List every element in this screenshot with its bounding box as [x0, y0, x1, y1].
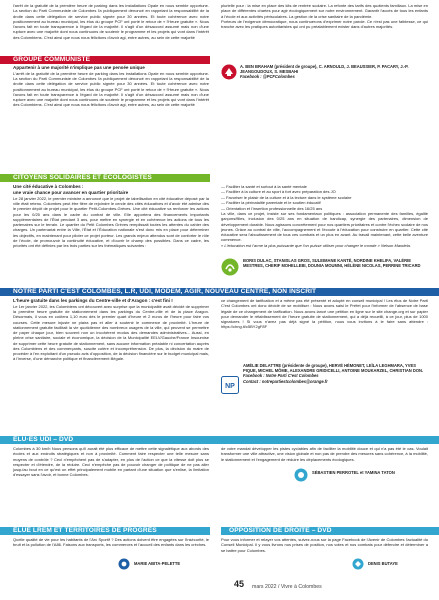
continued-signature-names: A. BEN BRAHAM (président de groupe), C. ARNOULD, J. BEAUSSIER, P. PACARY, J.-P. JEANGOUDOUX, S. MESBAHI — [240, 64, 409, 75]
udi-text-left: Colombes à 30 km/h Nous pensons qu'il aurait été plus efficace de mettre cette signalétique aux abords des écoles et aux endroits stratégiques et non à proximité. Comment faire respecter une telle mesure sans moyens de contrôle ? Ceci n'empêchent pas de s'adapter, en plus de l'action ce que la vitesse doit plus se respecter et d'étendre, de la réduire. Ceci n'empêche pas de pouvoir changer de politique de ne pas aller jusqu'au bout en ce qu'est un effet principalement mobile en partant d'une situation que s'enlise, la limitation d'essayer sans l'avoir, et bonne Colombes. — [13, 446, 209, 478]
communiste-text: L'arrêt de la gratuité de la première heure de parking dans les installations Opale en nous semble opportune. La section du Parti Communiste de Colombes l'a publiquement dénoncé en rappelant la responsabilité de la droite dans cette délégation de service public signée pour 30 années. Et toute cohérence avec notre positionnement au bureau municipal, les élus du groupe PCF ont porté le retour de « l'Heure gratuite ». Nous l'avons fait en toute transparence à l'égard de la majorité. Il s'agit d'un désaccord assumé mais non d'une rupture avec une majorité dont nous continuons de soutenir le programme et les projets qui vont dans l'intérêt des Colombiens. C'est ainsi que nous nous félicitons d'avoir agi, entre autres, au sein de cette majorité — [13, 70, 209, 108]
ecologistes-title: CITOYENS SOLIDAIRES ET ÉCOLOGISTES — [13, 174, 152, 181]
continued-text-left: l'arrêt de la gratuité de la première heure de parking dans les installations Opale en nous semble opportune. La section du Parti Communiste de Colombes l'a publiquement dénoncé en rappelant la responsabilité de la droite dans cette délégation de service public signée pour 30 années. Et toute cohérence avec notre positionnement au bureau municipal, les élus du groupe PCF ont porté le retour de « l'Heure gratuite ». Nous l'avons fait en toute transparence à l'égard de la majorité. Il s'agit d'un désaccord assumé mais non d'une rupture avec une majorité dont nous continuons de soutenir le programme et les projets qui vont dans l'intérêt des Colombiens. C'est ainsi que nous nous félicitons d'avoir agi, entre autres, au sein de cette majorité — [13, 3, 209, 40]
continued-signature — [240, 64, 428, 80]
issue-label: mars 2022 / Vivre à Colombes — [252, 584, 322, 590]
lrem-title: ÉLUE LREM ET TERRITOIRES DE PROGRÈS — [13, 527, 157, 534]
ecologistes-list-1: — Faciliter la santé et surtout à la santé mentale — [221, 184, 307, 189]
ecologistes-list-2: — Faciliter à la culture et au sport à fort avec préparation des JO — [221, 189, 336, 195]
lr-text-left: Le 1er janvier 2022, les Colombiens ont découvert avec surprise que la municipalité avait décidé de supprimer la première heure gratuite de stationnement dans les parkings du Centre-ville et de la place Aragon. Désormais, il vous en coûtera 1,10 euro dès le premier quart d'heure et 2 euros de l'heure pour faire vos courses. Cette mesure injuste ne plaira pas et aller à soutenir le commerce de proximité. L'heure de stationnement gratuite facilitait la vie quotidienne des nombreux usagers de la ville, qui peuvent se permettre de payer chaque jour, bien souvent non un incohérent modus des demandes administratives... Aussi, en pleine crise sanitaire, sociale et économique, la décision de la Municipalité EELV/Gauche/France Insoumise de supprimer cette heure gratuite de stationnement, sans aucune information préalable ni concertation auprès des Colombiens et des commerçants, suscite colère et incompréhension. De plus, la décision du maire de procéder à l'en exploitant d'un pseudo avis d'opposition, de la décision financière sur le budget municipal mais, à l'inverse, d'une démarche politique et financièrement illégale. — [13, 303, 209, 362]
udi-text-right: de votre mandat développer les pistes cyclables afin de faciliter la mobilité douce et qui n'a pas été le cas. Voulait transformer une ville attractive, une vision globale et non pas de prendre des mesures sans cohérence, à la mobilité, le stationnement et l'engagement de réduire les déplacements écologiques. — [221, 446, 428, 462]
opposition-logo-icon — [352, 558, 364, 570]
continued-text-right-1: plurielle pour : la mise en place des kits de rentrée scolaire. La refonte des tarifs des quotients familiaux. La mise en place de différentes chartes pour agir écologiquement sur notre environnement. Garantir l'accès de tous les enfants à l'école et aux activités périscolaires. La gestion de la crise sanitaire de la pandémie. — [221, 3, 428, 19]
ecologistes-text-right: La ville, dans ce projet, insiste sur ses fondamentaux politiques : association permanente des familles, égalité garçons/filles, inclusion des 0/25 ans en situation de handicap, synergie des partenaires, dimension de développement durable. Nous agissons concrètement pour nos quartiers prioritaires et contre l'échec scolaire de nos jeunes. Grâce au contrat de ville, l'accompagnement et l'écoute à l'éducation pour construire en quartier. Cette cité éducative sera l'aboutissement de tous ces combats et un plus en avant. Au travail maintenant, cette belle aventure commence. — [221, 211, 428, 243]
lrem-logo-icon — [118, 558, 130, 570]
communiste-header — [0, 56, 210, 64]
continued-col-right — [221, 3, 428, 63]
opposition-text: Pour vous informer et relayer vos attentes, suivez-nous sur la page Facebook de l'Avenir de Colombes l'actualité du Conseil Municipal. Il y vous livrons nos prises de position, nos votes et nos combats pour défendre et déterminer a se battre pour Colombes. — [221, 537, 428, 553]
lr-signature-names: AMÉLIE DELATTRE (présidente de groupe), HERVÉ HÉMONET, LEÏLA LEGHMARA, YVES PIQUE, MICHEL MÔME, ALEXANDRE GRIDICELLI, ANTOINE MOUKARZEL, CHRISTIAN DON. — [243, 363, 424, 374]
lr-text-right: ce changement de tarification et a même pas été présenté et adopté en conseil municipal ! Les élus de Notre Parti C'est Colombes ont donc décidé de se mobiliser : Nous avons saisi le Préfet pour l'informer de l'absence de base légale de ce changement de tarification. Nous avons lancé une pétition en ligne sur le site change.org et sur papier pour demander le rétablissement de l'heure gratuite de stationnement, qui a déjà recueilli, à ce jour, plus de 1000 signatures ! Si vous n'avez pas déjà signé la pétition, nous vous invitons à le faire sans attendre : https://chng.it/c5BY2gF8F — [221, 298, 428, 330]
page-number: 45 — [234, 579, 245, 589]
ecologistes-text: Le 28 janvier 2022, le premier ministre a annoncé que le projet de labellisation en cité éducative déposé par la ville était retenu. Colombes peut être fière de rejoindre le cercle des cités éducatives et d'avoir été admise dès le premier dépôt de projet pour le quartier Petit-Colombes-Grèves. Une cité éducative va renforcer les actions pour les 0/25 ans dans le cadre du contrat de ville. Elle apportera des financements importants supplémentaires de l'État pendant 3 ans, pour mettre en synergie et en cohérence les actions de tous les partenaires sur le terrain. Le quartier du Petit Colombes Grèves remplissait toutes les attentes du cahier des charges. Un partenariat entre la Ville, l'État et l'Éducation nationale s'est donc mis en place pour déterminer les objectifs, en maintenant pour piloter ce projet porteur. Les grands enjeux attendus sont de conforter le rôle de l'école, de promouvoir la continuité éducative, et d'ouvrir le champ des possibles. Dans ce cadre, les priorités ont été définies par les trois parties sur les thématiques suivantes : — [13, 195, 209, 249]
ecologistes-signature — [243, 258, 428, 268]
continued-signature-fb: Facebook : @PCFColombes — [240, 74, 295, 80]
opposition-title: OPPOSITION DE DROITE – DVD — [229, 527, 332, 534]
ecologistes-col-left — [13, 184, 209, 292]
ecologistes-list-4: — Faciliter la périnatalité parentale et le soutien éducatif — [221, 200, 321, 206]
communiste-lead: Appartenir à une majorité n'implique pas une pensée unique — [13, 65, 145, 70]
opposition-signature — [368, 561, 428, 566]
udi-title: ÉLU·ES UDI – DVD — [13, 436, 74, 443]
ecologistes-lead-1: Une cité éducative à Colombes : — [13, 184, 84, 189]
lr-signature — [243, 363, 428, 384]
lr-signature-fb: Facebook : Notre Parti C'est Colombes — [243, 373, 319, 379]
udi-col-left — [13, 446, 209, 486]
lrem-header — [0, 527, 210, 535]
lr-lead: L'heure gratuite dans les parkings du Centre-ville et d'Aragon : c'est fini ! — [13, 298, 173, 303]
ecologistes-col-right — [221, 184, 428, 256]
ecologistes-quote: « L'éducation est l'arme la plus puissante que l'on puisse utiliser pour changer le monde » Nelson Mandela. — [221, 242, 411, 248]
ecologistes-lead-2: une vraie chance pour avancer en quartier prioritaire — [13, 189, 129, 195]
opposition-signature-names: DENIS BUTAYE — [368, 561, 398, 566]
communiste-logo-icon — [221, 64, 237, 80]
lr-signature-contact: Contact : notrepartiestcolombes@orange.fr — [243, 378, 328, 384]
communiste-title: GROUPE COMMUNISTE — [13, 56, 91, 63]
ecologistes-list-5: — Orientation et l'insertion professionnelle des 16/25 ans — [221, 205, 323, 211]
lr-logo-icon — [221, 376, 239, 394]
udi-col-right — [221, 446, 428, 468]
lr-col-left — [13, 298, 209, 432]
lr-header — [0, 288, 439, 296]
lr-col-right — [221, 298, 428, 360]
udi-signature-names: SÉBASTIEN PERROTEL et YAMINA TATON — [312, 470, 395, 475]
udi-logo-icon — [294, 468, 308, 482]
lr-title: NOTRE PARTI C'EST COLOMBES, L.R, UDI, MODEM, AGIR, NOUVEAU CENTRE, NON INSCRIT — [13, 288, 317, 295]
ecologistes-list-3: — Favoriser le plaisir de la culture et à la lecture dans le système scolaire — [221, 194, 352, 200]
lrem-signature — [134, 561, 224, 566]
opposition-body — [221, 537, 428, 559]
opposition-header — [221, 527, 439, 535]
lrem-text: Quelle qualité de vie pour les habitants de l'Arc Sportif ? Des actions doivent être engagées sur l'insécurité, le bruit et la pollution de l'A86. Faisons aux transports, les commerces et l'accueil des enfants dans les crèches. — [13, 537, 209, 548]
ecologistes-logo-icon — [221, 258, 239, 276]
communiste-body — [13, 65, 209, 170]
svg-text:NP: NP — [225, 383, 235, 390]
ecologistes-header — [0, 174, 210, 182]
ecologistes-signature-names: BORIS DULAC, STANISLAS GROS, SULEIMANE KANTÉ, NORDINE KHELIFA, VALÉRIE MESTRES, CHERIF MOHELLEBI, DOUNIA MOUMNI, HÉLÈNE NICOLAS, PERRINE TRICARD — [243, 258, 421, 269]
lrem-body — [13, 537, 209, 557]
udi-signature — [312, 470, 428, 475]
udi-header — [0, 436, 439, 444]
lrem-signature-names: MARIE ABITA-PELETTE — [134, 561, 181, 566]
continued-text-right-2: Porteurs de l'exigence démocratique, nous continuerons d'exprimer notre parole. Ce n'est pas une faiblesse, ce qui tranche avec les pratiques autoritaristes qui ont pu préalablement exister dans d'autres majorités. — [221, 18, 428, 30]
